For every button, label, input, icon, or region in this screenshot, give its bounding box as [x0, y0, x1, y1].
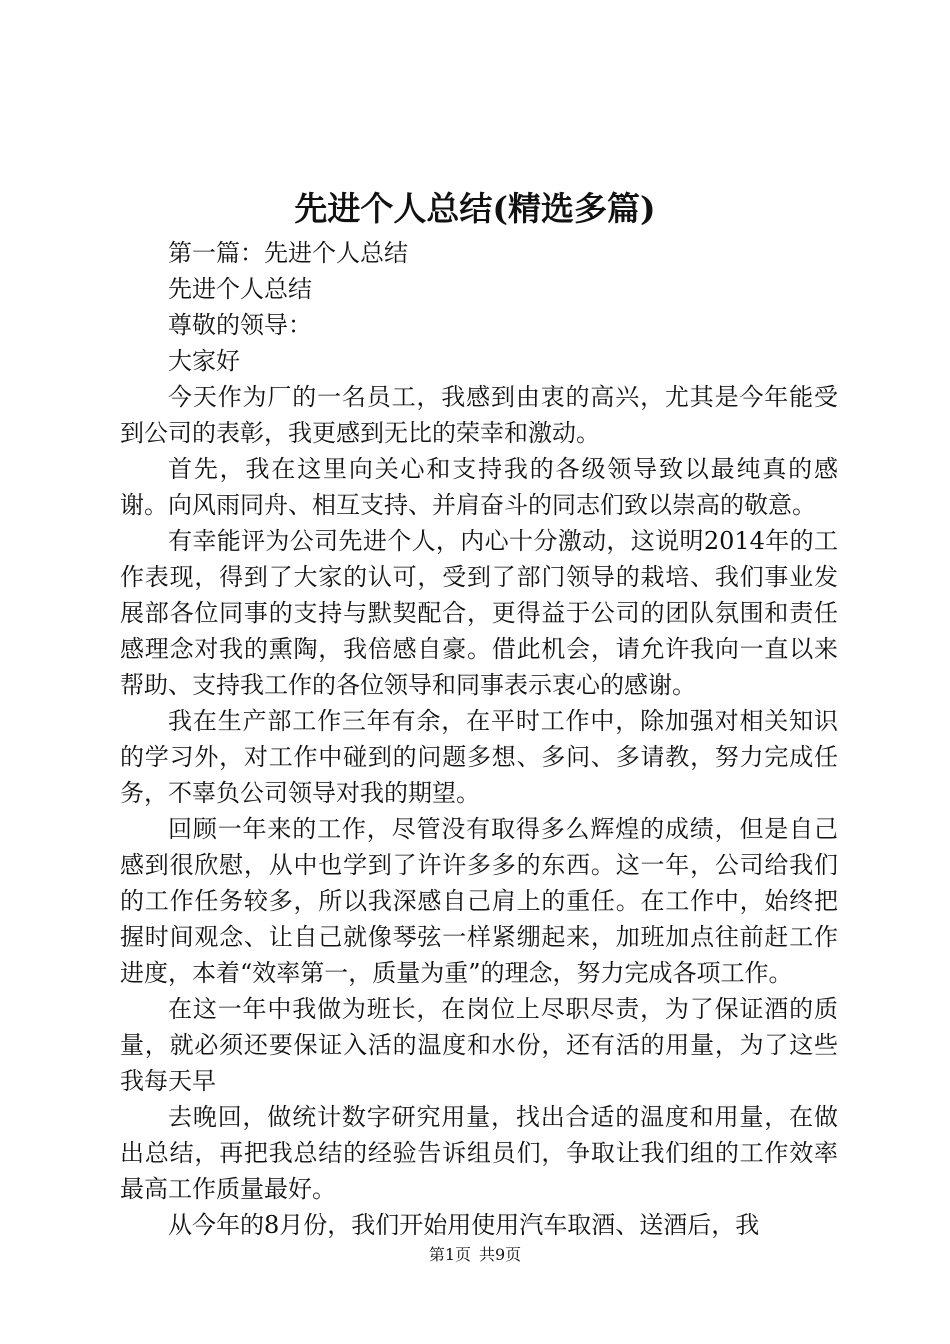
paragraph: 我在生产部工作三年有余，在平时工作中，除加强对相关知识的学习外，对工作中碰到的问题多想、多问、多请教，努力完成任务，不辜负公司领导对我的期望。	[120, 707, 838, 807]
page-footer	[0, 1244, 950, 1266]
paragraph: 去晚回，做统计数字研究用量，找出合适的温度和用量，在做出总结，再把我总结的经验告诉组员们，争取让我们组的工作效率最高工作质量最好。	[120, 1103, 838, 1203]
paragraph: 回顾一年来的工作，尽管没有取得多么辉煌的成绩，但是自己感到很欣慰，从中也学到了许许多多的东西。这一年，公司给我们的工作任务较多，所以我深感自己肩上的重任。在工作中，始终把握时间观念、让自己就像琴弦一样紧绷起来，加班加点往前赶工作进度，本着“效率第一，质量为重”的理念，努力完成各项工作。	[120, 815, 838, 987]
greeting: 大家好	[168, 347, 240, 375]
paragraph: 有幸能评为公司先进个人，内心十分激动，这说明2014年的工作表现，得到了大家的认可，受到了部门领导的栽培、我们事业发展部各位同事的支持与默契配合，更得益于公司的团队氛围和责任感理念对我的熏陶，我倍感自豪。借此机会，请允许我向一直以来帮助、支持我工作的各位领导和同事表示衷心的感谢。	[120, 527, 838, 699]
subtitle: 先进个人总结	[168, 275, 312, 303]
paragraph: 首先，我在这里向关心和支持我的各级领导致以最纯真的感谢。向风雨同舟、相互支持、并肩奋斗的同志们致以崇高的敬意。	[120, 455, 838, 519]
salutation: 尊敬的领导：	[168, 311, 312, 339]
paragraph: 从今年的8月份，我们开始用使用汽车取酒、送酒后，我	[168, 1211, 760, 1239]
paragraph: 今天作为厂的一名员工，我感到由衷的高兴，尤其是今年能受到公司的表彰，我更感到无比的荣幸和激动。	[120, 383, 838, 447]
section-heading: 第一篇：先进个人总结	[168, 239, 408, 267]
document-body	[120, 235, 838, 1243]
document-title: 先进个人总结(精选多篇)	[294, 189, 656, 228]
page-total: 共9页	[479, 1245, 522, 1264]
page-number: 第1页	[428, 1245, 471, 1264]
paragraph: 在这一年中我做为班长，在岗位上尽职尽责，为了保证酒的质量，就必须还要保证入活的温度和水份，还有活的用量，为了这些我每天早	[120, 995, 838, 1095]
